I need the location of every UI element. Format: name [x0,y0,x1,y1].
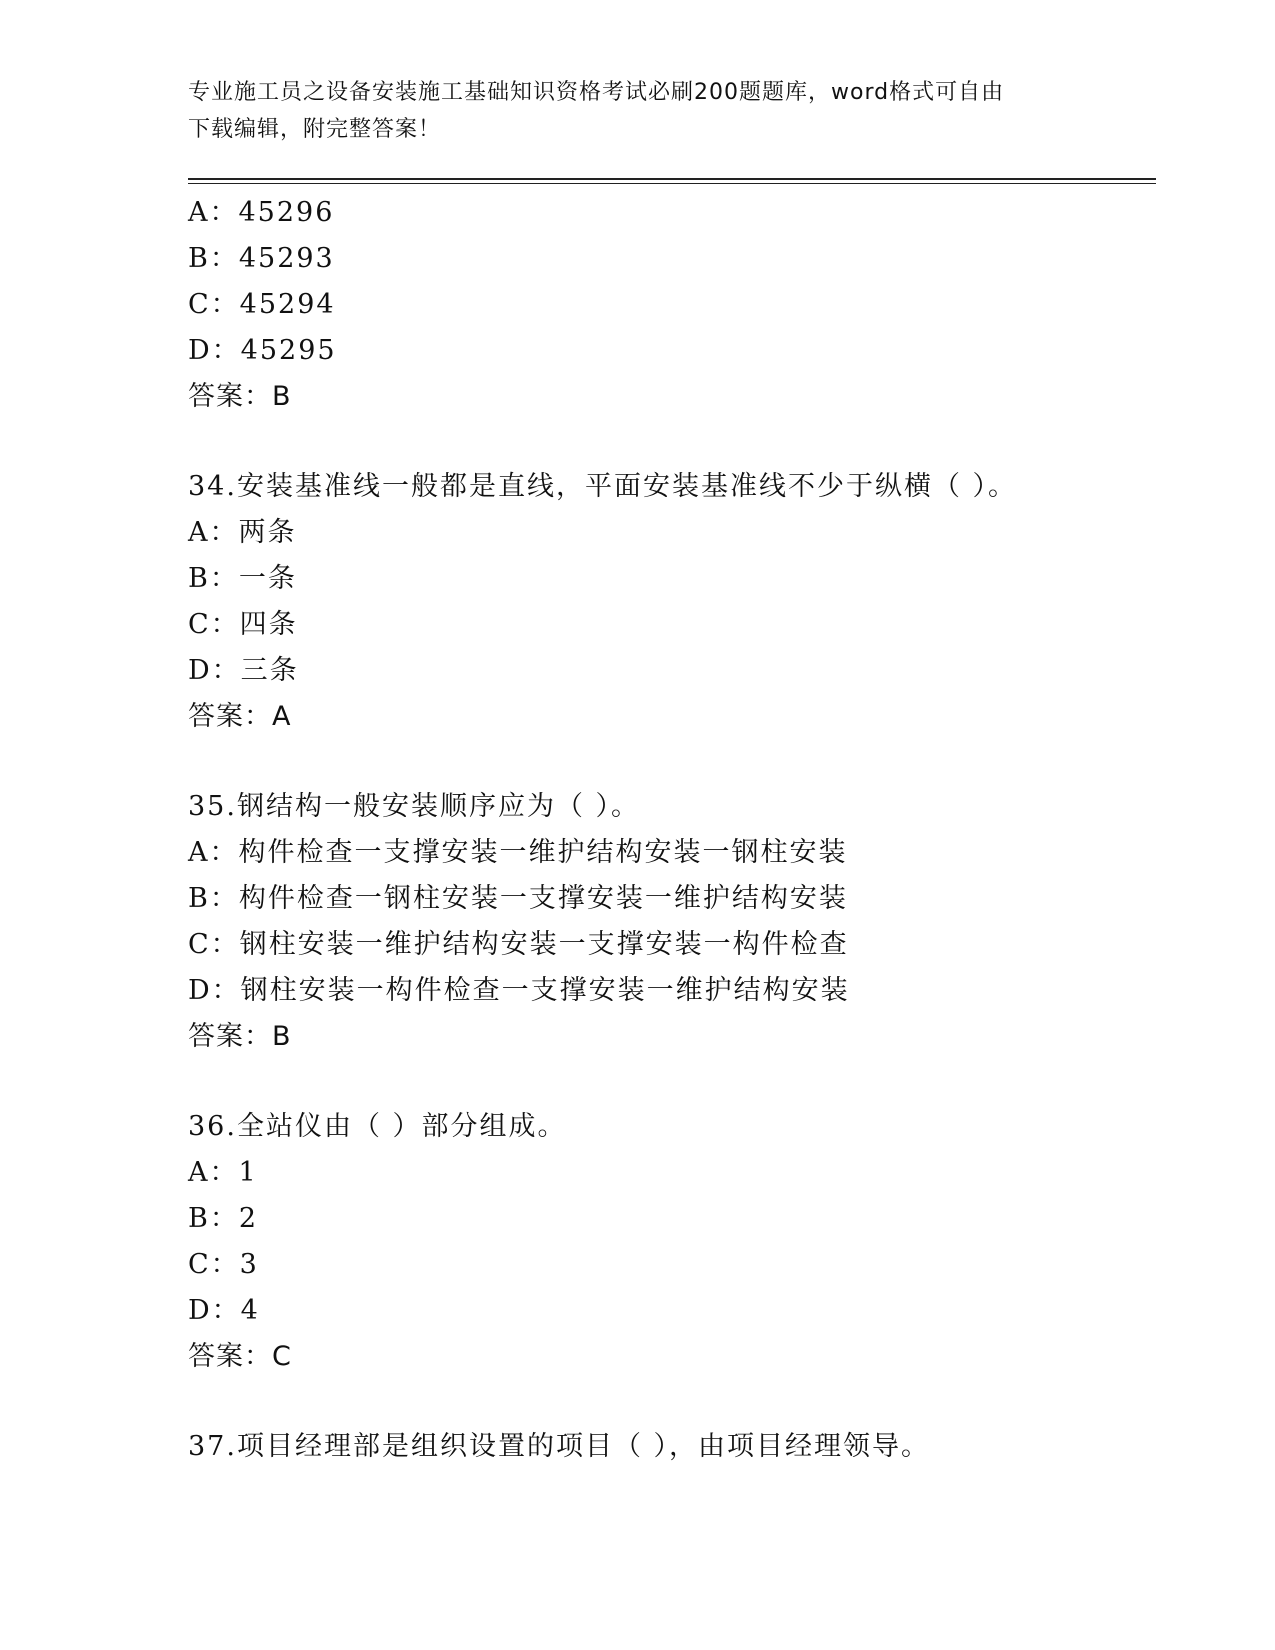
option-a [188,190,1156,236]
option-letter: A： [188,1157,239,1188]
option-letter: D： [188,655,241,686]
answer-value: B [272,381,292,412]
option-text: 2 [238,1203,259,1234]
option-c [188,1242,1156,1288]
option-text: 两条 [238,517,297,548]
block-spacer [188,1060,1156,1104]
answer-label: 答案： [188,701,272,732]
answer-label: 答案： [188,1341,272,1372]
option-text: 1 [238,1157,258,1188]
option-text: 一条 [238,563,297,594]
option-letter: B： [188,563,239,594]
option-d [188,328,1156,374]
option-d [188,648,1156,694]
option-letter: B： [188,1203,239,1234]
option-letter: C： [188,609,240,640]
option-letter: A： [188,197,239,228]
question-stem: 37.项目经理部是组织设置的项目（ ），由项目经理领导。 [188,1431,931,1462]
option-d [188,968,1156,1014]
question-stem: 36.全站仪由（ ）部分组成。 [188,1111,567,1142]
option-text: 钢柱安装一构件检查一支撑安装一维护结构安装 [240,975,850,1006]
question-block-33 [188,190,1156,420]
option-text: 构件检查一钢柱安装一支撑安装一维护结构安装 [238,883,848,914]
block-spacer [188,420,1156,464]
option-d [188,1288,1156,1334]
option-letter: D： [188,1295,241,1326]
answer-label: 答案： [188,1021,272,1052]
option-letter: C： [188,929,240,960]
answer-label: 答案： [188,381,272,412]
option-letter: B： [188,883,239,914]
answer-value: B [272,1021,292,1052]
question-block-36 [188,1104,1156,1380]
option-c [188,922,1156,968]
question-block-34 [188,464,1156,740]
answer-line [188,1334,1156,1380]
question-list [188,190,1156,1470]
option-text: 45295 [240,335,337,366]
block-spacer [188,1380,1156,1424]
header-divider-thin [188,183,1156,184]
answer-line [188,1014,1156,1060]
answer-line [188,374,1156,420]
option-a [188,510,1156,556]
option-b [188,876,1156,922]
answer-value: A [272,701,292,732]
option-text: 45293 [238,243,335,274]
option-b [188,236,1156,282]
option-c [188,282,1156,328]
option-letter: D： [188,975,241,1006]
option-letter: D： [188,335,241,366]
option-letter: A： [188,837,239,868]
header-title-line-2: 下载编辑，附完整答案！ [188,117,442,142]
option-letter: B： [188,243,239,274]
document-header [188,74,1068,148]
option-letter: C： [188,289,240,320]
option-c [188,602,1156,648]
question-block-37 [188,1424,1156,1470]
header-divider-thick [188,178,1156,180]
question-stem: 34.安装基准线一般都是直线，平面安装基准线不少于纵横（ ）。 [188,471,1018,502]
answer-value: C [272,1341,292,1372]
option-text: 四条 [239,609,298,640]
option-text: 三条 [240,655,299,686]
question-block-35 [188,784,1156,1060]
option-text: 3 [239,1249,259,1280]
option-text: 构件检查一支撑安装一维护结构安装一钢柱安装 [238,837,848,868]
option-b [188,1196,1156,1242]
option-text: 钢柱安装一维护结构安装一支撑安装一构件检查 [239,929,849,960]
option-letter: C： [188,1249,240,1280]
option-text: 4 [240,1295,260,1326]
answer-line [188,694,1156,740]
option-a [188,830,1156,876]
option-text: 45294 [239,289,336,320]
option-letter: A： [188,517,239,548]
option-text: 45296 [238,197,335,228]
block-spacer [188,740,1156,784]
question-stem: 35.钢结构一般安装顺序应为（ ）。 [188,791,641,822]
option-a [188,1150,1156,1196]
header-title-line-1: 专业施工员之设备安装施工基础知识资格考试必刷200题题库，word格式可自由 [188,80,1005,105]
option-b [188,556,1156,602]
